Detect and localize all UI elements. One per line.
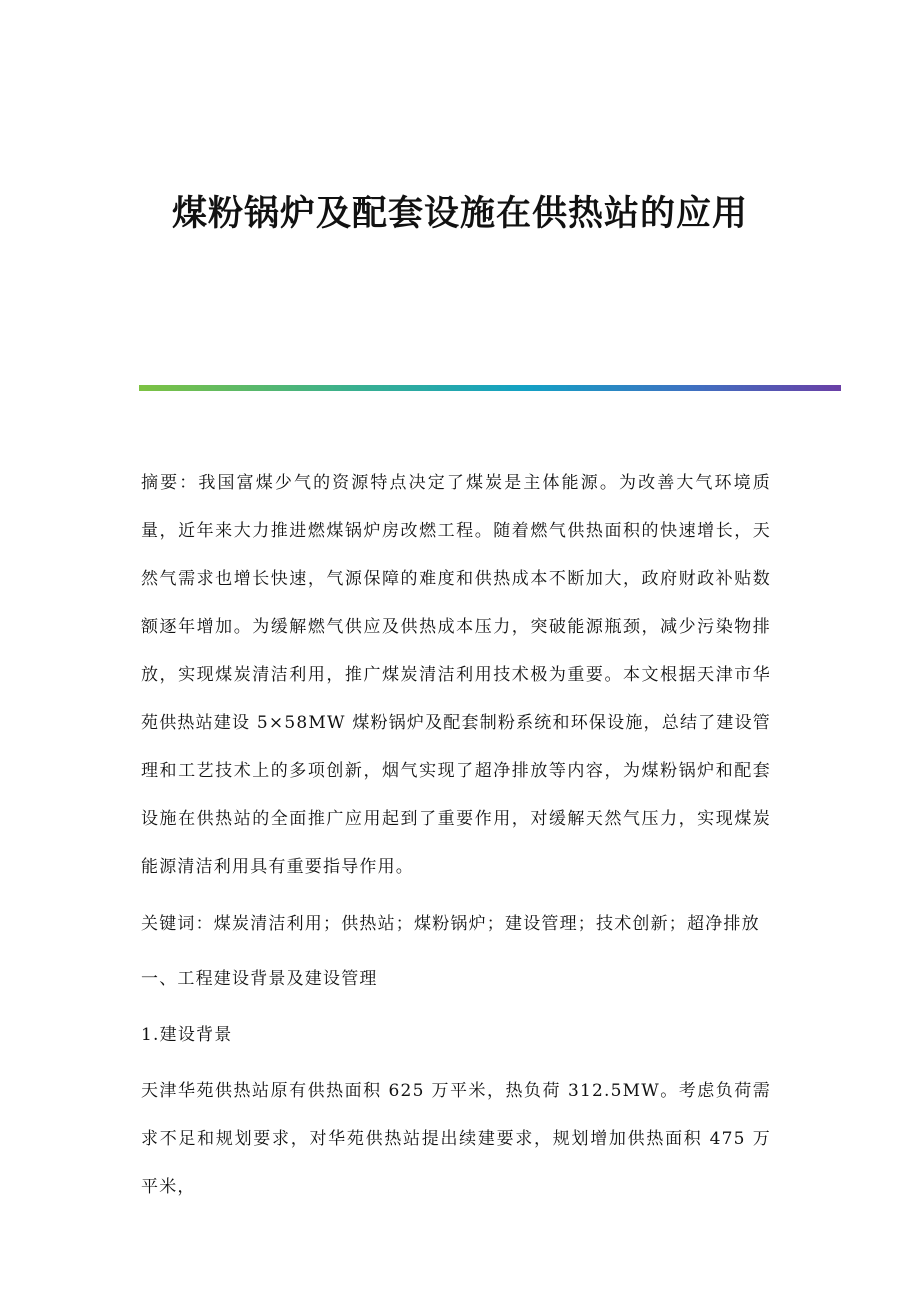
abstract-paragraph: 摘要：我国富煤少气的资源特点决定了煤炭是主体能源。为改善大气环境质量，近年来大力推进燃煤锅炉房改燃工程。随着燃气供热面积的快速增长，天然气需求也增长快速，气源保障的难度和供热成本不断加大，政府财政补贴数额逐年增加。为缓解燃气供应及供热成本压力，突破能源瓶颈，减少污染物排放，实现煤炭清洁利用，推广煤炭清洁利用技术极为重要。本文根据天津市华苑供热站建设 5×58MW 煤粉锅炉及配套制粉系统和环保设施，总结了建设管理和工艺技术上的多项创新，烟气实现了超净排放等内容，为煤粉锅炉和配套设施在供热站的全面推广应用起到了重要作用，对缓解天然气压力，实现煤炭能源清洁利用具有重要指导作用。 [141, 473, 771, 877]
keywords-line: 关键词：煤炭清洁利用；供热站；煤粉锅炉；建设管理；技术创新；超净排放 [141, 914, 760, 934]
section-heading: 一、工程建设背景及建设管理 [141, 969, 378, 989]
body-paragraph: 天津华苑供热站原有供热面积 625 万平米，热负荷 312.5MW。考虑负荷需求不足和规划要求，对华苑供热站提出续建要求，规划增加供热面积 475 万平米， [141, 1081, 771, 1197]
title-divider [139, 385, 841, 391]
document-title: 煤粉锅炉及配套设施在供热站的应用 [171, 193, 748, 234]
subsection-heading: 1.建设背景 [141, 1025, 233, 1045]
